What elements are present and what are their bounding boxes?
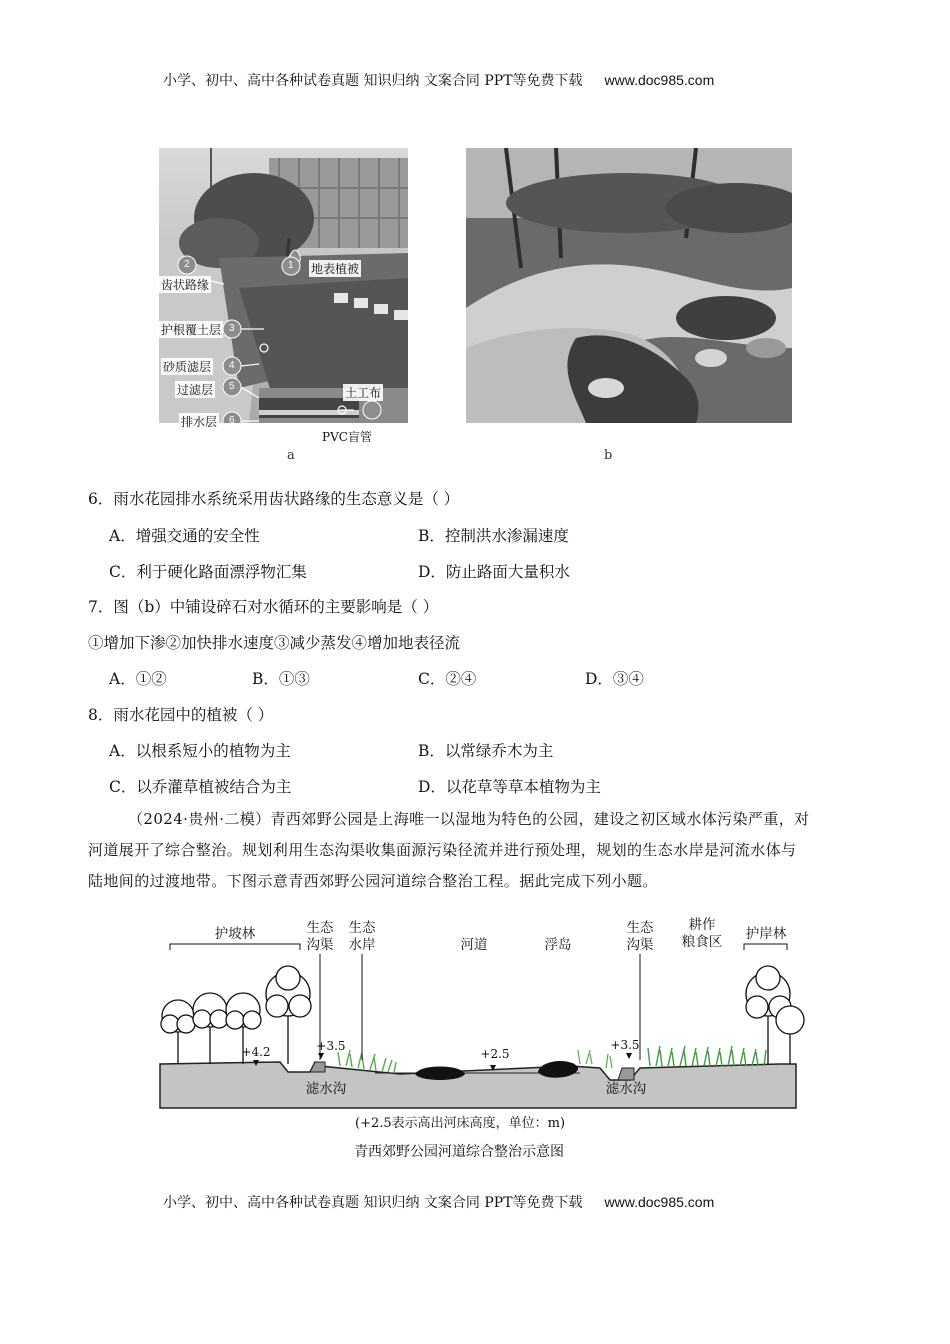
question-8-option-d[interactable]: D．以花草等草本植物为主: [418, 778, 601, 796]
label-eco-bank-2: 水岸: [348, 937, 376, 953]
bank-forest-trees: [746, 966, 804, 1064]
passage: [88, 804, 868, 897]
header-url[interactable]: www.doc985.com: [604, 72, 715, 88]
question-6-option-a[interactable]: A．增强交通的安全性: [109, 527, 260, 545]
passage-line-1: （2024·贵州·二模）青西郊野公园是上海唯一以湿地为特色的公园，建设之初区域水体污染严重，对: [128, 810, 810, 828]
question-6-stem: 6．雨水花园排水系统采用齿状路缘的生态意义是（ ）: [88, 490, 460, 508]
marker-4-number: 4: [229, 360, 235, 371]
farm-grass: [648, 1046, 766, 1066]
label-farm-1: 耕作: [688, 917, 716, 933]
label-pvc-pipe: PVC盲管: [322, 430, 372, 444]
diagram-note: (+2.5表示高出河床高度，单位：m): [355, 1116, 566, 1131]
label-floating-island: 浮岛: [544, 937, 572, 953]
label-farm-2: 粮食区: [681, 934, 723, 950]
page-footer: [163, 1192, 714, 1212]
label-filter-layer: 过滤层: [177, 383, 214, 397]
island-grass: [578, 1050, 612, 1068]
figure-b-photo: [466, 148, 792, 423]
question-7-option-c[interactable]: C．②④: [418, 670, 477, 688]
elevation-2-5: +2.5: [480, 1047, 510, 1061]
label-eco-ditch-right-1: 生态: [626, 920, 654, 936]
header-text: 小学、初中、高中各种试卷真题 知识归纳 文案合同 PPT等免费下载: [163, 73, 583, 89]
marker-5-number: 5: [229, 381, 235, 392]
elevation-3-5-right: +3.5: [610, 1038, 640, 1052]
label-eco-bank-1: 生态: [348, 920, 376, 936]
diagram-caption: 青西郊野公园河道综合整治示意图: [354, 1144, 564, 1160]
label-mulch-layer: 护根覆土层: [161, 323, 222, 337]
label-slope-forest: 护坡林: [214, 926, 256, 942]
label-sand-filter: 砂质滤层: [163, 360, 212, 374]
question-7-items: ①增加下渗②加快排水速度③减少蒸发④增加地表径流: [88, 634, 461, 652]
question-7-stem: 7．图（b）中铺设碎石对水循环的主要影响是（ ）: [88, 598, 439, 616]
river-bed-rock-left: [415, 1067, 465, 1081]
footer-url[interactable]: www.doc985.com: [604, 1194, 715, 1210]
label-bank-forest: 护岸林: [745, 926, 787, 942]
label-surface-vegetation: 地表植被: [311, 262, 360, 276]
question-7-option-a[interactable]: A．①②: [109, 670, 167, 688]
marker-2-number: 2: [184, 259, 190, 270]
question-6-option-b[interactable]: B．控制洪水渗漏速度: [418, 527, 569, 545]
question-8-option-b[interactable]: B．以常绿乔木为主: [418, 742, 554, 760]
filter-ditch-left-shape: [310, 1062, 325, 1072]
question-8-option-a[interactable]: A．以根系短小的植物为主: [109, 742, 291, 760]
figure-a-caption: a: [287, 448, 295, 463]
slope-forest-trees: [161, 966, 311, 1064]
label-eco-ditch-left-1: 生态: [306, 920, 334, 936]
label-filter-ditch-right: 滤水沟: [605, 1081, 647, 1097]
marker-8-shape: [363, 401, 381, 419]
footer-text: 小学、初中、高中各种试卷真题 知识归纳 文案合同 PPT等免费下载: [163, 1195, 583, 1211]
passage-line-2: 河道展开了综合整治。规划利用生态沟渠收集面源污染径流并进行预处理，规划的生态水岸是河流水体与: [88, 841, 797, 859]
question-7-option-b[interactable]: B．①③: [252, 670, 310, 688]
page-header: [163, 70, 714, 90]
elevation-4-2: +4.2: [241, 1045, 271, 1059]
question-8-stem: 8．雨水花园中的植被（ ）: [88, 706, 274, 724]
question-6-option-c[interactable]: C．利于硬化路面漂浮物汇集: [109, 563, 307, 581]
label-leaders: [170, 944, 787, 1060]
label-drain-layer: 排水层: [181, 415, 218, 429]
question-8-option-c[interactable]: C．以乔灌草植被结合为主: [109, 778, 292, 796]
elevation-3-5-left: +3.5: [316, 1039, 346, 1053]
label-eco-ditch-left-2: 沟渠: [306, 937, 334, 953]
marker-1-number: 1: [288, 260, 294, 271]
label-eco-ditch-right-2: 沟渠: [626, 937, 654, 953]
figure-b-illustration: [466, 148, 792, 423]
filter-ditch-right-shape: [618, 1068, 634, 1080]
question-7-option-d[interactable]: D．③④: [585, 670, 644, 688]
label-filter-ditch-left: 滤水沟: [305, 1081, 347, 1097]
figure-b-caption: b: [604, 448, 613, 463]
marker-6-number: 6: [229, 415, 235, 426]
marker-3-number: 3: [229, 323, 235, 334]
question-6-option-d[interactable]: D．防止路面大量积水: [418, 563, 570, 581]
label-tooth-curb: 齿状路缘: [161, 278, 210, 292]
label-geotextile: 土工布: [345, 386, 382, 400]
river-remediation-diagram: [140, 912, 810, 1112]
passage-line-3: 陆地间的过渡地带。下图示意青西郊野公园河道综合整治工程。据此完成下列小题。: [88, 872, 658, 890]
label-river: 河道: [460, 937, 488, 953]
ground-profile: [160, 1062, 796, 1108]
figure-a-labels: [159, 148, 408, 429]
